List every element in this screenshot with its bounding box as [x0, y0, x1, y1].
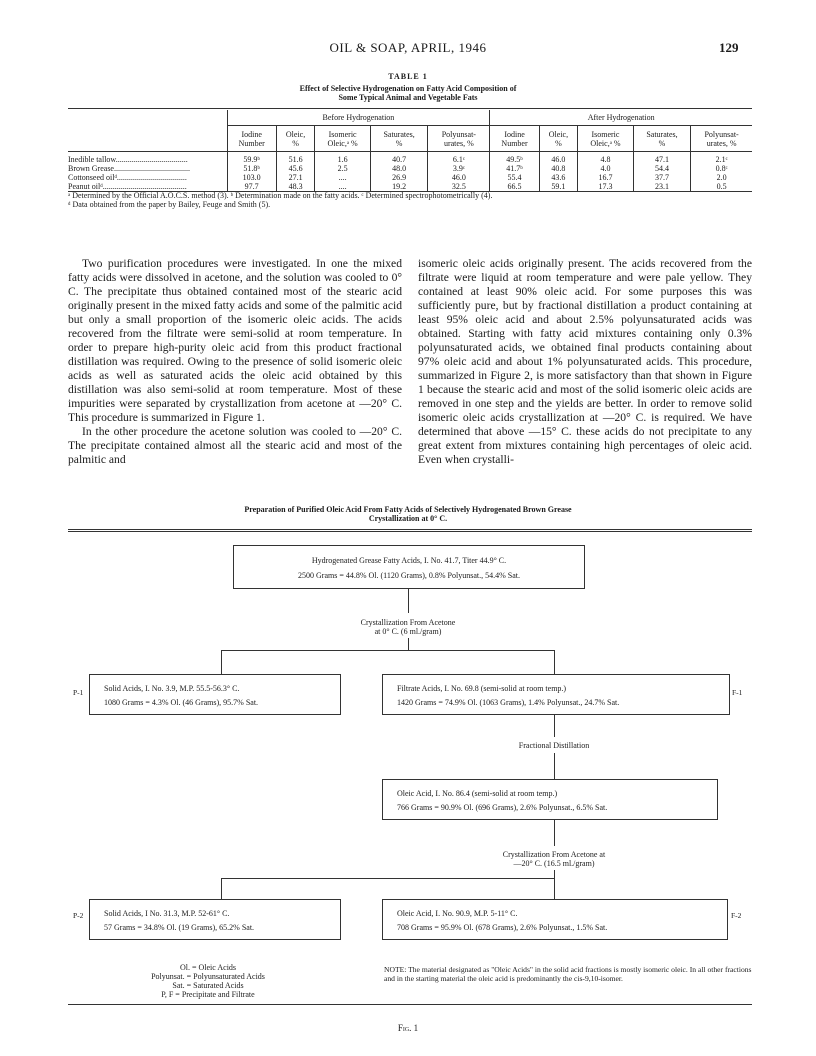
figure-label: Fig. 1 — [397, 1023, 419, 1033]
table-cell: 59.9ᵇ — [227, 152, 276, 165]
flow-connector — [408, 589, 409, 613]
table-cell: 51.8ᵇ — [227, 164, 276, 173]
column-header: Oleic, % — [539, 126, 577, 152]
table-cell: 27.1 — [276, 173, 314, 182]
paragraph: Two purification procedures were investigated. In one the mixed fatty acids were dissolved in acetone, and the solution was cooled to 0° C. The precipitate thus obtained contained most of the stearic acid originally present in the mixed fatty acids and some of the palmitic acid but only a small proportion of the isomeric oleic acids. The acids recovered from the filtrate were semi-solid at room temperature. In order to prepare high-purity oleic acid from this product fractional distillation was required. Owing to the presence of solid isomeric oleic acids as well as saturated acids the oleic acid obtained by this distillation was also semi-solid at room temperature. Most of these impurities were separated by crystallization from acetone at —20° C. This procedure is summarized in Figure 1. — [68, 257, 402, 424]
page-number: 129 — [719, 40, 739, 55]
p1-tag: P-1 — [73, 688, 84, 697]
table-cell: 103.0 — [227, 173, 276, 182]
box-line: Oleic Acid, I. No. 90.9, M.P. 5-11° C. — [397, 909, 518, 918]
table-cell: 16.7 — [578, 173, 634, 182]
box-line: 57 Grams = 34.8% Ol. (19 Grams), 65.2% Sat. — [104, 923, 255, 932]
figure-bottom-rule — [68, 1004, 752, 1005]
branch-line — [221, 650, 554, 651]
figure-legend — [88, 963, 328, 999]
legend-entry: Polyunsat. = Polyunsaturated Acids — [151, 972, 265, 981]
row-label: Cottonseed oilᵈ................................... — [68, 173, 187, 182]
table-cell: 0.8ᶜ — [691, 164, 752, 173]
f1-filtrate-box — [382, 674, 730, 715]
box-line: Solid Acids, I. No. 3.9, M.P. 55.5-56.3° C. — [104, 684, 240, 693]
table-caption-line: Some Typical Animal and Vegetable Fats — [338, 93, 478, 102]
f1-tag: F-1 — [732, 688, 743, 697]
column-header: Isomeric Oleic,ᵃ % — [578, 126, 634, 152]
table-top-rule — [68, 108, 752, 109]
column-header: Oleic, % — [276, 126, 314, 152]
f2-tag: F-2 — [731, 911, 742, 920]
table-cell: 1.6 — [315, 152, 371, 165]
table-cell: 37.7 — [633, 173, 690, 182]
table-cell: 46.0 — [539, 152, 577, 165]
table-caption — [0, 84, 816, 102]
distilled-oleic-acid-box — [382, 779, 718, 820]
legend-entry: P, F = Precipitate and Filtrate — [161, 990, 255, 999]
p2-tag: P-2 — [73, 911, 84, 920]
flow-connector — [554, 820, 555, 846]
box-line: Filtrate Acids, I. No. 69.8 (semi-solid at room temp.) — [397, 684, 567, 693]
step-acetone-minus20c: Crystallization From Acetone at —20° C. (16.5 ml./gram) — [502, 850, 606, 868]
table-cell: 2.0 — [691, 173, 752, 182]
body-right-column — [418, 257, 752, 467]
paragraph: In the other procedure the acetone solution was cooled to —20° C. The precipitate contained almost all the stearic acid and most of the palmitic and — [68, 425, 402, 466]
figure-caption-line: Crystallization at 0° C. — [368, 514, 448, 523]
step-acetone-0c: Crystallization From Acetone at 0° C. (6 ml./gram) — [360, 618, 456, 636]
table-cell: 23.1 — [633, 182, 690, 192]
flow-connector — [554, 753, 555, 779]
table-footnote-2: ᵈ Data obtained from the paper by Bailey, Feuge and Smith (5). — [68, 200, 271, 209]
table-cell: 59.1 — [539, 182, 577, 192]
column-header: Iodine Number — [490, 126, 539, 152]
legend-entry: Sat. = Saturated Acids — [172, 981, 244, 990]
table-cell: 49.5ᵇ — [490, 152, 539, 165]
journal-title: OIL & SOAP, APRIL, 1946 — [329, 40, 487, 55]
box-line: 1080 Grams = 4.3% Ol. (46 Grams), 95.7% Sat. — [104, 698, 259, 707]
flow-connector — [554, 870, 555, 878]
box-line: Hydrogenated Grease Fatty Acids, I. No. 41.7, Titer 44.9° C. — [311, 556, 507, 565]
table-cell: 32.5 — [428, 182, 490, 192]
box-line: 1420 Grams = 74.9% Ol. (1063 Grams), 1.4% Polyunsat., 24.7% Sat. — [397, 698, 620, 707]
table-cell: 48.3 — [276, 182, 314, 192]
flow-connector — [554, 715, 555, 737]
table-cell: .... — [315, 182, 371, 192]
table-cell: 66.5 — [490, 182, 539, 192]
table-cell: 17.3 — [578, 182, 634, 192]
start-material-box — [233, 545, 585, 589]
column-header: Saturates, % — [370, 126, 427, 152]
flow-connector — [554, 650, 555, 674]
column-header: Iodine Number — [227, 126, 276, 152]
table-row — [68, 152, 752, 165]
table-number: TABLE 1 — [388, 72, 428, 81]
table-cell: .... — [315, 173, 371, 182]
flow-connector — [408, 638, 409, 650]
paragraph: isomeric oleic acids originally present. The acids recovered from the filtrate were liquid at room temperature and were pale yellow. They contained at least 90% oleic acid. For some purposes this was sufficiently pure, but by fractional distillation a product containing at least 95% oleic acid and about 2.5% polyunsaturated acids was obtained. Starting with fatty acid mixtures containing only 0.3% polyunsaturated acids, we obtained final products containing about 97% oleic acid and about 1% polyunsaturated acids. This procedure, summarized in Figure 2, is more satisfactory than that shown in Figure 1 because the stearic acid and most of the solid isomeric oleic acids are removed in one step and the yields are better. In order to remove solid isomeric oleic acids crystallization at —20° C. is required. We have determined that above —15° C. these acids do not precipitate to any great extent from mixtures containing high percentages of oleic acid. Even when crystalli- — [418, 257, 752, 466]
row-label-header — [68, 126, 227, 152]
box-line: 708 Grams = 95.9% Ol. (678 Grams), 2.6% Polyunsat., 1.5% Sat. — [397, 923, 608, 932]
row-label: Brown Grease...................................... — [68, 164, 190, 173]
flow-connector — [554, 878, 555, 899]
table-caption-line: Effect of Selective Hydrogenation on Fatty Acid Composition of — [299, 84, 517, 93]
table-cell: 26.9 — [370, 173, 427, 182]
table-row — [68, 164, 752, 173]
table-footnote-1: ᵃ Determined by the Official A.O.C.S. method (3). ᵇ Determination made on the fatty acids. ᶜ Determined spectrophotometrically (4). — [68, 191, 493, 200]
running-header — [0, 40, 816, 60]
table-cell: 55.4 — [490, 173, 539, 182]
f2-oleic-acid-box — [382, 899, 728, 940]
column-header: Polyunsat- urates, % — [691, 126, 752, 152]
figure-note: NOTE: The material designated as "Oleic Acids" in the solid acid fractions is mostly isomeric oleic. In all other fractions and in the starting material the oleic acid is predominantly the cis-9,10-isomer. — [384, 965, 752, 983]
box-line: Solid Acids, I No. 31.3, M.P. 52-61° C. — [104, 909, 230, 918]
row-label: Inedible tallow.................................... — [68, 155, 188, 164]
figure-top-rule-2 — [68, 531, 752, 532]
table-cell: 41.7ᵇ — [490, 164, 539, 173]
table-cell: 54.4 — [633, 164, 690, 173]
box-line: Oleic Acid, I. No. 86.4 (semi-solid at room temp.) — [397, 789, 558, 798]
group-before-header: Before Hydrogenation — [227, 110, 490, 126]
body-left-column — [68, 257, 402, 467]
branch-line — [221, 878, 554, 879]
table-row — [68, 173, 752, 182]
table-cell: 40.8 — [539, 164, 577, 173]
table-cell: 45.6 — [276, 164, 314, 173]
table-cell: 3.9ᶜ — [428, 164, 490, 173]
table-cell: 51.6 — [276, 152, 314, 165]
table-corner — [68, 110, 227, 126]
row-label: Peanut oilᵈ.......................................... — [68, 182, 187, 191]
table-cell: 40.7 — [370, 152, 427, 165]
flow-connector — [221, 650, 222, 674]
table-cell: 2.1ᶜ — [691, 152, 752, 165]
table-cell: 2.5 — [315, 164, 371, 173]
column-header: Polyunsat- urates, % — [428, 126, 490, 152]
table-cell: 0.5 — [691, 182, 752, 192]
p2-solid-acids-box — [89, 899, 341, 940]
column-header: Isomeric Oleic,ᵃ % — [315, 126, 371, 152]
figure-top-rule — [68, 529, 752, 530]
table-cell: 46.0 — [428, 173, 490, 182]
figure-caption — [0, 505, 816, 523]
p1-solid-acids-box — [89, 674, 341, 715]
step-fractional-distillation: Fractional Distillation — [518, 741, 590, 750]
box-line: 766 Grams = 90.9% Ol. (696 Grams), 2.6% Polyunsat., 6.5% Sat. — [397, 803, 608, 812]
group-after-header: After Hydrogenation — [490, 110, 752, 126]
legend-entry: Ol. = Oleic Acids — [179, 963, 237, 972]
flow-connector — [221, 878, 222, 899]
table-cell: 4.8 — [578, 152, 634, 165]
box-line: 2500 Grams = 44.8% Ol. (1120 Grams), 0.8% Polyunsat., 54.4% Sat. — [298, 571, 520, 580]
table-cell: 97.7 — [227, 182, 276, 192]
table-cell: 47.1 — [633, 152, 690, 165]
table-cell: 43.6 — [539, 173, 577, 182]
figure-caption-line: Preparation of Purified Oleic Acid From Fatty Acids of Selectively Hydrogenated Brown Grease — [244, 505, 572, 514]
table-cell: 4.0 — [578, 164, 634, 173]
composition-table — [68, 110, 752, 192]
table-column-headers — [68, 126, 752, 152]
table-cell: 19.2 — [370, 182, 427, 192]
table-cell: 48.0 — [370, 164, 427, 173]
table-cell: 6.1ᶜ — [428, 152, 490, 165]
column-header: Saturates, % — [633, 126, 690, 152]
